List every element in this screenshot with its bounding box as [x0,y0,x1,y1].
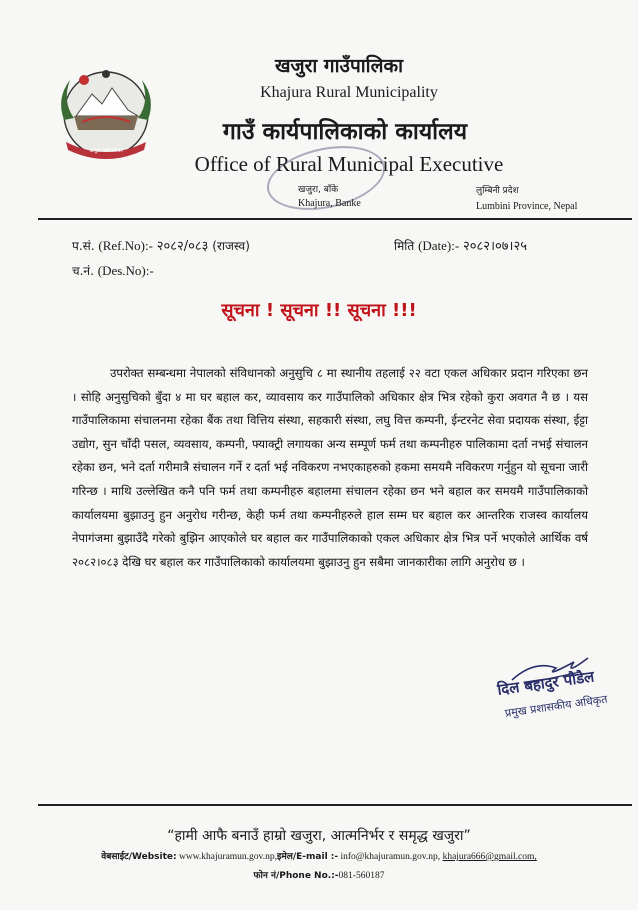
footer-motto: “हामी आफै बनाउँ हाम्रो खजुरा, आत्मनिर्भर र समृद्ध खजुरा” [167,828,471,844]
reference-number [72,236,250,254]
email-link-primary[interactable]: info@khajuramun.gov.np, [340,852,441,862]
phone-line [0,868,638,881]
location-block [298,183,361,211]
email-link-secondary[interactable]: khajura666@gmail.com, [442,852,537,862]
ref-department: (राजस्व) [212,239,250,253]
province-en: Lumbini Province, Nepal [476,201,578,212]
municipality-name-en: Khajura Rural Municipality [260,84,438,101]
notice-body: उपरोक्त सम्बन्धमा नेपालको संविधानको अनुसुचि ८ मा स्थानीय तहलाई २२ वटा एकल अधिकार प्रदान गरिएका छन । सोहि अनुसुचिको बुँदा ४ मा घर बहाल कर, व्यावसाय कर गाउँपालिको अधिकार क्षेत्र भित्र रहेको कुरा अवगत नै छ । यस गाउँपालिकामा संचालनमा रहेका बैंक तथा वित्तिय संस्था, सहकारी संस्था, लघु वित्त कम्पनी, ईन्टरनेट सेवा प्रदायक संस्था, ईट्टा उद्योग, सुन चाँदी पसल, व्यवसाय, कम्पनी, फ्याक्ट्री लगायका अन्य सम्पूर्ण फर्म तथा कम्पनीहरु पालिकामा दर्ता नभई संचालन रहेका छन, भने दर्ता गरीमात्रै संचालन गर्ने र दर्ता भई नविकरण नभएकाहरुको हकमा समयमै नविकरण गर्नुहुन यो सूचना जारी गरिन्छ । माथि उल्लेखित कनै पनि फर्म तथा कम्पनीहरु बहालमा संचालन रहेका छन भने बहाल कर समयमै गाउँपालिकाको कार्यालयमा बुझाउनु हुन अनुरोध गरीन्छ, केही फर्म तथा कम्पनीहरुले हाल सम्म घर बहाल कर आन्तरिक राजस्व कार्यालय नेपागंजमा बुझाउँदै गरेको बुझिन आएकोले घर बहाल कर गाउँपालिकाको एकल अधिकार क्षेत्र भित्र पर्ने भएकोले आर्थिक वर्ष २०८२।०८३ देखि घर बहाल कर गाउँपालिकाको कार्यालयमा बुझाउनु हुन सबैमा जानकारीका लागि अनुरोध छ । [72,366,588,569]
dispatch-number [72,262,154,279]
signatory-title: प्रमुख प्रशासकीय अधिकृत [504,692,609,720]
emblem-motto-text: खजुरा गाउँपालिका [89,148,123,154]
phone-label: फोन नं/Phone No.:- [253,871,339,881]
signatory-name: दिल बहादुर पौडेल [496,667,596,699]
phone-number: 081-560187 [338,871,385,881]
contact-line [0,849,638,862]
des-label-ne: च.नं. [72,264,94,278]
des-label-en: (Des.No):- [97,263,154,278]
province-block [476,183,577,215]
office-name-ne: गाउँ कार्यपालिकाको कार्यालय [222,119,468,145]
ref-label-en: (Ref.No):- [98,238,153,253]
date-label-en: (Date):- [418,238,460,253]
location-en: Khajura, Banke [298,198,361,209]
office-name-en: Office of Rural Municipal Executive [194,152,504,176]
website-link[interactable]: www.khajuramun.gov.np, [178,852,277,862]
location-ne: खजुरा, बाँके [298,185,339,195]
ref-value: २०८२/०८३ [156,239,209,254]
footer-divider [38,804,632,806]
province-ne: लुम्बिनी प्रदेश [476,186,519,196]
date-label-ne: मिति [394,239,415,253]
website-label: वेबसाईट/Website: [101,852,177,862]
date-value: २०८२।०७।२५ [463,239,527,254]
header-divider [38,218,632,220]
municipality-name-ne: खजुरा गाउँपालिका [274,55,403,77]
ref-label-ne: प.सं. [72,239,95,253]
notice-title: सूचना ! सूचना !! सूचना !!! [221,300,417,321]
email-label: इमेल/E-mail :- [276,852,339,862]
date-field [394,236,527,254]
